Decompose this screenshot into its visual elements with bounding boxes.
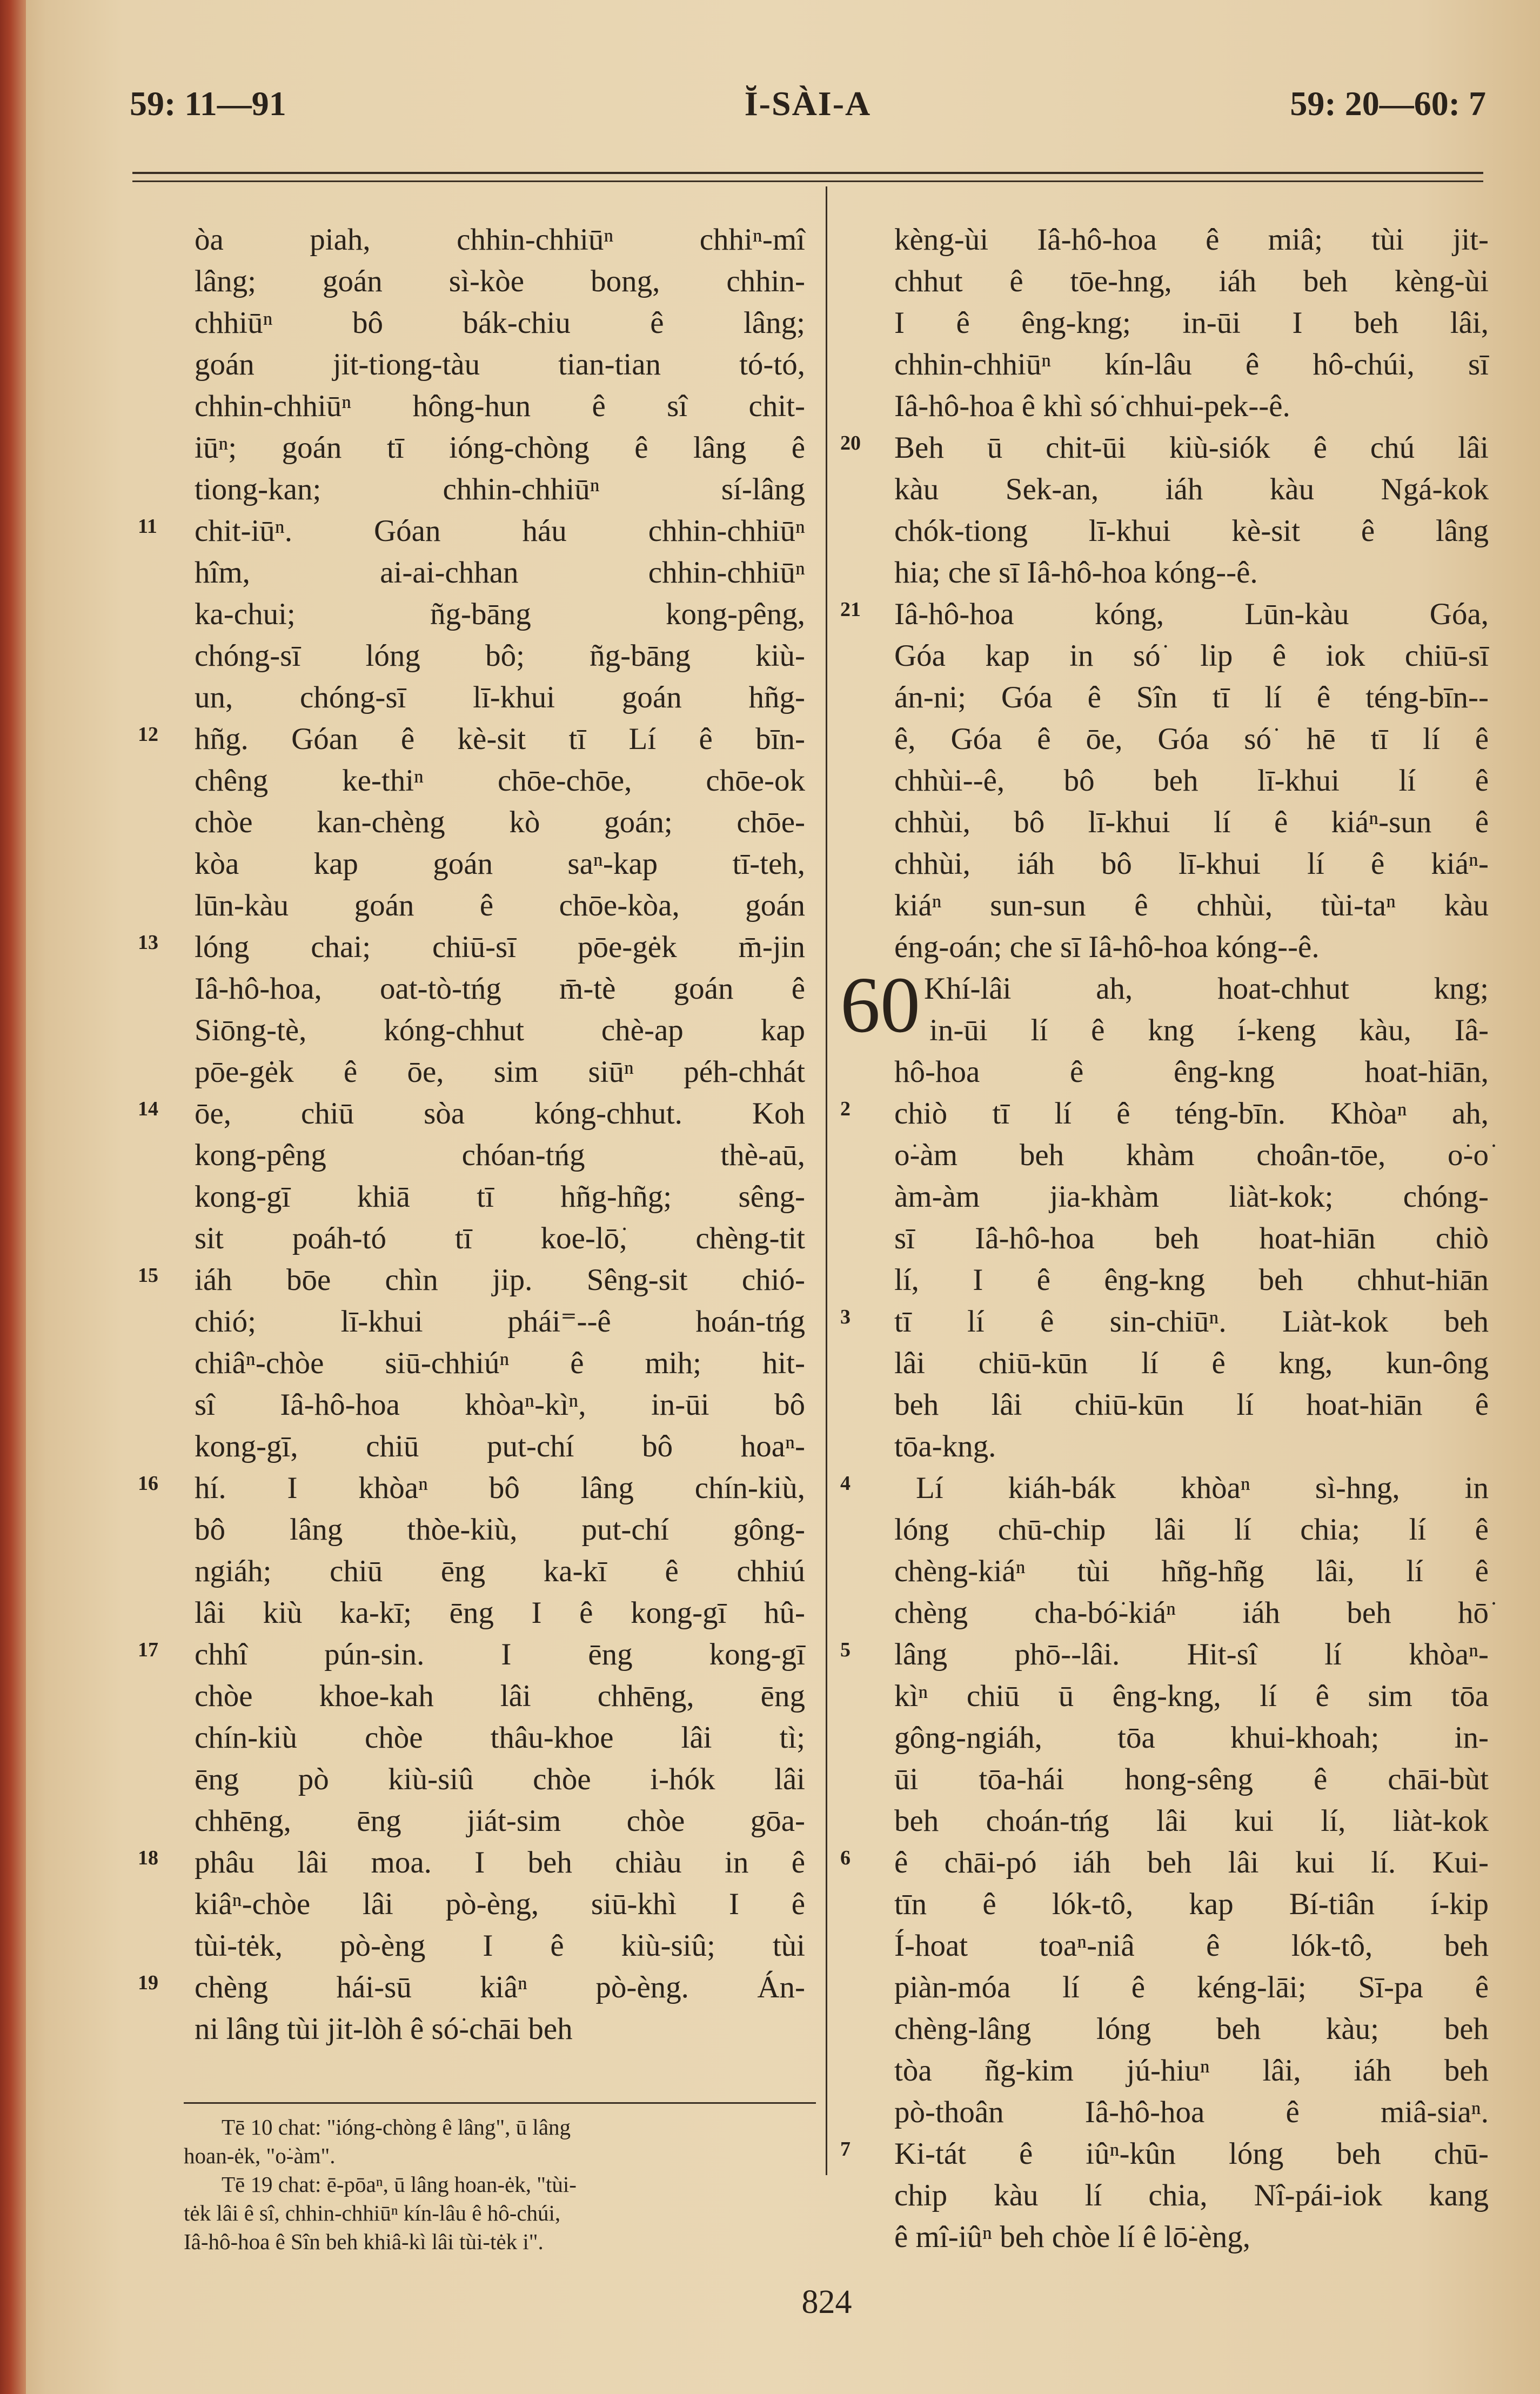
text-line: chhùi--ê, bô beh lī-khui lí ê <box>894 764 1489 798</box>
text-line: chhin-chhiūⁿ hông-hun ê sî chit- <box>195 389 805 423</box>
text-line: chók-tiong lī-khui kè-sit ê lâng <box>894 514 1489 548</box>
text-line: hîm, ai-ai-chhan chhin-chhiūⁿ <box>195 556 805 590</box>
text-line: gông-ngiáh, tōa khui-khoah; in- <box>894 1721 1489 1755</box>
text-line: chèng hái-sū kiâⁿ pò-èng. Án- <box>195 1970 805 2004</box>
text-line: hia; che sī Iâ-hô-hoa kóng--ê. <box>894 556 1258 590</box>
text-line: Góa kap in só͘ lip ê iok chiū-sī <box>894 639 1489 673</box>
text-line: pò-thoân Iâ-hô-hoa ê miâ-siaⁿ. <box>894 2095 1489 2129</box>
text-line: chèng-lâng lóng beh kàu; beh <box>894 2012 1489 2046</box>
text-line: lâng phō--lâi. Hit-sî lí khòaⁿ- <box>894 1637 1489 1671</box>
text-line: pōe-gėk ê ōe, sim siūⁿ péh-chhát <box>195 1055 805 1089</box>
text-line: chhùi, iáh bô lī-khui lí ê kiáⁿ- <box>894 847 1489 881</box>
text-line: sī Iâ-hô-hoa beh hoat-hiān chiò <box>894 1221 1489 1255</box>
text-line: chòe kan-chèng kò goán; chōe- <box>195 805 805 839</box>
text-line: goán jit-tiong-tàu tian-tian tó-tó, <box>195 347 805 382</box>
text-line: tòa ñg-kim jú-hiuⁿ lâi, iáh beh <box>894 2054 1489 2088</box>
text-line: Í-hoat toaⁿ-niâ ê lók-tô, beh <box>894 1929 1489 1963</box>
text-line: éng-oán; che sī Iâ-hô-hoa kóng--ê. <box>894 930 1320 964</box>
text-line: chiâⁿ-chòe siū-chhiúⁿ ê mih; hit- <box>195 1346 805 1380</box>
text-line: chín-kiù chòe thâu-khoe lâi tì; <box>195 1721 805 1755</box>
text-line: chiò tī lí ê téng-bīn. Khòaⁿ ah, <box>894 1096 1489 1131</box>
text-line: tīn ê lók-tô, kap Bí-tiân í-kip <box>894 1887 1489 1921</box>
text-line: òa piah, chhin-chhiūⁿ chhiⁿ-mî <box>195 223 805 257</box>
text-line: Iâ-hô-hoa, oat-tò-tńg m̄-tè goán ê <box>195 972 805 1006</box>
text-line: chèng-kiáⁿ tùi hñg-hñg lâi, lí ê <box>894 1554 1489 1588</box>
footnote-line: Tē 19 chat: ē-pōaⁿ, ū lâng hoan-ėk, "tùi- <box>222 2172 577 2197</box>
right-column-text <box>894 219 1489 2258</box>
verse-number: 12 <box>138 723 158 746</box>
verse-number: 20 <box>840 432 861 454</box>
verse-number: 16 <box>138 1472 158 1495</box>
text-line: Iâ-hô-hoa kóng, Lūn-kàu Góa, <box>894 597 1489 631</box>
text-line: chip kàu lí chia, Nî-pái-iok kang <box>894 2178 1489 2212</box>
text-line: iūⁿ; goán tī ióng-chòng ê lâng ê <box>195 431 805 465</box>
text-line: chhùi, bô lī-khui lí ê kiáⁿ-sun ê <box>894 805 1489 839</box>
text-line: ni lâng tùi jit-lòh ê só͘-chāi beh <box>195 2012 573 2046</box>
verse-number: 6 <box>840 1847 851 1869</box>
text-line: kiâⁿ-chòe lâi pò-èng, siū-khì I ê <box>195 1887 805 1921</box>
verse-number: 17 <box>138 1639 158 1661</box>
left-column-text <box>195 219 805 2050</box>
verse-number: 7 <box>840 2138 851 2161</box>
page-edge <box>0 0 26 2394</box>
text-line: kàu Sek-an, iáh kàu Ngá-kok <box>894 472 1489 506</box>
text-line: chòe khoe-kah lâi chhēng, ēng <box>195 1679 805 1713</box>
text-line: ēng pò kiù-siû chòe i-hók lâi <box>195 1762 805 1796</box>
verse-number: 13 <box>138 931 158 954</box>
footnote-line: tėk lâi ê sî, chhin-chhiūⁿ kín-lâu ê hô-chúi, <box>184 2201 561 2225</box>
footnote-line: hoan-ėk, "o͘-àm". <box>184 2143 336 2168</box>
header-left-reference: 59: 11—91 <box>130 84 286 123</box>
text-line: lóng chū-chip lâi lí chia; lí ê <box>894 1513 1489 1547</box>
text-line: kiáⁿ sun-sun ê chhùi, tùi-taⁿ kàu <box>894 888 1489 922</box>
verse-number: 3 <box>840 1306 851 1328</box>
text-line: in-ūi lí ê kng í-keng kàu, Iâ- <box>929 1013 1489 1047</box>
text-line: Lí kiáh-bák khòaⁿ sì-hng, in <box>916 1471 1489 1505</box>
text-line: hñg. Góan ê kè-sit tī Lí ê bīn- <box>195 722 805 756</box>
footnotes <box>184 2113 816 2256</box>
text-line: lūn-kàu goán ê chōe-kòa, goán <box>195 888 805 922</box>
text-line: sit poáh-tó tī koe-lō͘, chèng-tit <box>195 1221 805 1255</box>
text-line: beh choán-tńg lâi kui lí, liàt-kok <box>894 1804 1489 1838</box>
header-rule-double <box>132 180 1483 182</box>
running-header <box>130 84 1486 132</box>
text-line: chóng-sī lóng bô; ñg-bāng kiù- <box>195 639 805 673</box>
text-line: lóng chai; chiū-sī pōe-gėk m̄-jin <box>195 930 805 964</box>
verse-number: 18 <box>138 1847 158 1869</box>
text-line: án-ni; Góa ê Sîn tī lí ê téng-bīn-- <box>894 680 1489 714</box>
text-line: kìⁿ chiū ū êng-kng, lí ê sim tōa <box>894 1679 1489 1713</box>
text-line: lâi kiù ka-kī; ēng I ê kong-gī hû- <box>195 1596 805 1630</box>
text-line: tùi-tėk, pò-èng I ê kiù-siû; tùi <box>195 1929 805 1963</box>
text-line: kong-gī, chiū put-chí bô hoaⁿ- <box>195 1429 805 1463</box>
text-line: Iâ-hô-hoa ê khì só͘ chhui-pek--ê. <box>894 389 1290 423</box>
text-line: kèng-ùi Iâ-hô-hoa ê miâ; tùi jit- <box>894 223 1489 257</box>
text-line: Khí-lâi ah, hoat-chhut kng; <box>924 972 1489 1006</box>
text-line: lâi chiū-kūn lí ê kng, kun-ông <box>894 1346 1489 1380</box>
verse-number: 15 <box>138 1264 158 1287</box>
text-line: hí. I khòaⁿ bô lâng chín-kiù, <box>195 1471 805 1505</box>
text-line: beh lâi chiū-kūn lí hoat-hiān ê <box>894 1388 1489 1422</box>
text-line: àm-àm jia-khàm liàt-kok; chóng- <box>894 1180 1489 1214</box>
footnote-line: Tē 10 chat: "ióng-chòng ê lâng", ū lâng <box>222 2115 571 2139</box>
text-line: ōe, chiū sòa kóng-chhut. Koh <box>195 1096 805 1131</box>
text-line: tiong-kan; chhin-chhiūⁿ sí-lâng <box>195 472 805 506</box>
verse-number: 19 <box>138 1971 158 1994</box>
text-line: kòa kap goán saⁿ-kap tī-teh, <box>195 847 805 881</box>
header-rule <box>132 172 1483 174</box>
text-line: tī lí ê sin-chiūⁿ. Liàt-kok beh <box>894 1305 1489 1339</box>
text-line: tōa-kng. <box>894 1429 996 1463</box>
text-line: chhî pún-sin. I ēng kong-gī <box>195 1637 805 1671</box>
verse-number: 2 <box>840 1098 851 1120</box>
text-line: piàn-móa lí ê kéng-lāi; Sī-pa ê <box>894 1970 1489 2004</box>
text-line: bô lâng thòe-kiù, put-chí gông- <box>195 1513 805 1547</box>
text-line: chhiūⁿ bô bák-chiu ê lâng; <box>195 306 805 340</box>
text-line: ngiáh; chiū ēng ka-kī ê chhiú <box>195 1554 805 1588</box>
text-line: ūi tōa-hái hong-sêng ê chāi-bùt <box>894 1762 1489 1796</box>
text-line: kong-pêng chóan-tńg thè-aū, <box>195 1138 805 1172</box>
chapter-number: 60 <box>840 961 920 1049</box>
text-line: chèng cha-bó͘-kiáⁿ iáh beh hō͘ <box>894 1596 1489 1630</box>
book-title: Ĭ-SÀI-A <box>744 84 872 123</box>
footnote-line: Iâ-hô-hoa ê Sîn beh khiâ-kì lâi tùi-tėk i". <box>184 2229 544 2254</box>
header-right-reference: 59: 20—60: 7 <box>1290 84 1486 123</box>
text-line: chhin-chhiūⁿ kín-lâu ê hô-chúi, sī <box>894 347 1489 382</box>
text-line: phâu lâi moa. I beh chiàu in ê <box>195 1845 805 1880</box>
verse-number: 5 <box>840 1639 851 1661</box>
text-line: sî Iâ-hô-hoa khòaⁿ-kìⁿ, in-ūi bô <box>195 1388 805 1422</box>
column-divider <box>826 186 827 2175</box>
verse-number: 21 <box>840 598 861 621</box>
text-line: Ki-tát ê iûⁿ-kûn lóng beh chū- <box>894 2137 1489 2171</box>
text-line: chió; lī-khui phái⁼--ê hoán-tńg <box>195 1305 805 1339</box>
page-number: 824 <box>801 2284 852 2321</box>
text-line: I ê êng-kng; in-ūi I beh lâi, <box>894 306 1489 340</box>
verse-number: 4 <box>840 1472 851 1495</box>
text-line: iáh bōe chìn jip. Sêng-sit chió- <box>195 1263 805 1297</box>
text-line: un, chóng-sī lī-khui goán hñg- <box>195 680 805 714</box>
text-line: chit-iūⁿ. Góan háu chhin-chhiūⁿ <box>195 514 805 548</box>
text-line: chhut ê tōe-hng, iáh beh kèng-ùi <box>894 264 1489 298</box>
text-line: lâng; goán sì-kòe bong, chhin- <box>195 264 805 298</box>
verse-number: 14 <box>138 1098 158 1120</box>
text-line: lí, I ê êng-kng beh chhut-hiān <box>894 1263 1489 1297</box>
footnote-rule <box>184 2102 816 2104</box>
text-line: ê chāi-pó iáh beh lâi kui lí. Kui- <box>894 1845 1489 1880</box>
text-line: ka-chui; ñg-bāng kong-pêng, <box>195 597 805 631</box>
text-line: Siōng-tè, kóng-chhut chè-ap kap <box>195 1013 805 1047</box>
text-line: o͘-àm beh khàm choân-tōe, o͘-o͘ <box>894 1138 1489 1172</box>
text-line: kong-gī khiā tī hñg-hñg; sêng- <box>195 1180 805 1214</box>
text-line: ê mî-iûⁿ beh chòe lí ê lō͘-èng, <box>894 2220 1250 2254</box>
text-line: Beh ū chit-ūi kiù-siók ê chú lâi <box>894 431 1489 465</box>
verse-number: 11 <box>138 515 157 538</box>
text-line: hô-hoa ê êng-kng hoat-hiān, <box>894 1055 1489 1089</box>
text-line: ê, Góa ê ōe, Góa só͘ hē tī lí ê <box>894 722 1489 756</box>
text-line: chhēng, ēng jiát-sim chòe gōa- <box>195 1804 805 1838</box>
text-line: chêng ke-thiⁿ chōe-chōe, chōe-ok <box>195 764 805 798</box>
